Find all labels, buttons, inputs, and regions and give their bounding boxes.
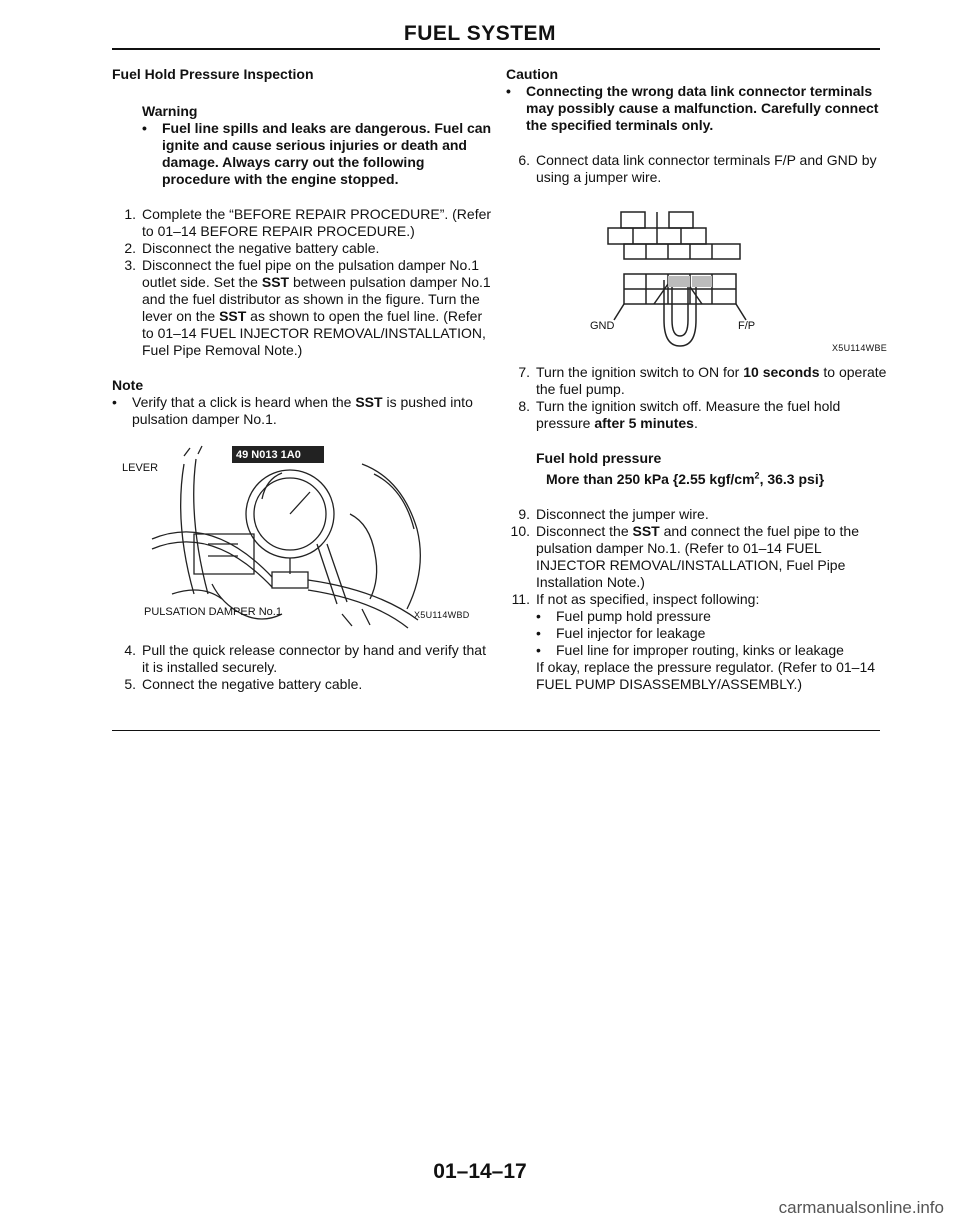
right-column — [506, 66, 890, 693]
step-11-tail: If okay, replace the pressure regulator. (Refer to 01–14 FUEL PUMP DISASSEMBLY/ASSEMBLY.) — [536, 658, 876, 692]
note-title: Note — [112, 377, 144, 393]
step-number: 2. — [124, 240, 136, 256]
step-number: 5. — [124, 676, 136, 692]
steps-list-a — [112, 206, 492, 359]
caution-block — [506, 66, 890, 134]
warning-bullet — [142, 120, 492, 188]
step-text: Turn the ignition switch off. Measure the fuel hold pressure after 5 minutes. — [536, 398, 841, 431]
list-item: • Fuel line for improper routing, kinks or leakage — [536, 641, 844, 658]
header-rule — [112, 48, 880, 50]
warning-text: Fuel line spills and leaks are dangerous. Fuel can ignite and cause serious injuries or death and damage. Always carry out the following procedure with the engine stopped. — [162, 120, 492, 187]
step-text: Pull the quick release connector by hand and verify that it is installed securely. — [142, 642, 486, 675]
spec-value: More than 250 kPa {2.55 kgf/$cm^2$, 36.3 psi} — [546, 470, 825, 487]
step-11 — [506, 591, 890, 693]
bullet-icon: • — [142, 120, 147, 136]
step-number: 8. — [518, 398, 530, 414]
step-number: 1. — [124, 206, 136, 222]
caution-text: Connecting the wrong data link connector terminals may possibly cause a malfunction. Carefully connect the specified terminals only. — [526, 83, 879, 133]
tool-number-label: 49 N013 1A0 — [236, 449, 301, 461]
spec-block — [506, 450, 890, 488]
step-number: 3. — [124, 257, 136, 273]
bullet-icon: • — [112, 394, 117, 410]
step-8 — [506, 398, 890, 432]
page-number: 01–14–17 — [433, 1160, 527, 1183]
caution-bullet — [506, 83, 890, 134]
bullet-icon: • — [506, 83, 511, 99]
step-text: If not as specified, inspect following: • Fuel pump hold pressure • Fuel injector for leakage • Fuel line for improper routing, kinks or leakage If okay, replace the pressure regulator. (Refer to 01–14 FUEL PUMP DISASSEMBLY/ASSEMBLY.) — [536, 591, 890, 693]
left-column — [112, 66, 492, 693]
step-number: 4. — [124, 642, 136, 658]
list-item: • Fuel pump hold pressure — [536, 607, 711, 624]
section-title: Fuel Hold Pressure Inspection — [112, 66, 314, 82]
steps-list-b — [112, 642, 492, 693]
step-7 — [506, 364, 890, 398]
figure-code: X5U114WBE — [832, 343, 888, 353]
step-text: Disconnect the jumper wire. — [536, 505, 709, 522]
caution-title: Caution — [506, 66, 559, 82]
fp-label: F/P — [738, 320, 756, 332]
gnd-label: GND — [590, 320, 615, 332]
step-1 — [112, 206, 492, 240]
step-number: 6. — [518, 152, 530, 168]
watermark: carmanualsonline.info — [778, 1198, 944, 1217]
connector-illustration — [506, 200, 890, 350]
step-text: Disconnect the negative battery cable. — [142, 240, 380, 256]
step-4 — [112, 642, 492, 676]
warning-title: Warning — [142, 103, 198, 119]
step-text: Disconnect the SST and connect the fuel pipe to the pulsation damper No.1. (Refer to 01–14 FUEL INJECTOR REMOVAL/INSTALLATION, Fuel Pipe Installation Note.) — [536, 522, 859, 590]
step-2 — [112, 240, 492, 257]
note-block — [112, 377, 492, 428]
spec-title: Fuel hold pressure — [536, 450, 662, 466]
steps-list-c — [506, 364, 890, 432]
warning-block — [112, 103, 492, 188]
step-9 — [506, 506, 890, 523]
note-text: Verify that a click is heard when the SST is pushed into pulsation damper No.1. — [132, 394, 473, 427]
step-10 — [506, 523, 890, 591]
list-item: • Fuel injector for leakage — [536, 624, 706, 641]
step-text: Connect data link connector terminals F/P and GND by using a jumper wire. — [536, 152, 877, 185]
step-text: Connect the negative battery cable. — [142, 676, 363, 692]
step-text: Complete the “BEFORE REPAIR PROCEDURE”. (Refer to 01–14 BEFORE REPAIR PROCEDURE.) — [142, 206, 492, 239]
step-number: 7. — [518, 364, 530, 380]
step-number: 9. — [518, 505, 530, 522]
step-5 — [112, 676, 492, 693]
step-text: Disconnect the fuel pipe on the pulsation damper No.1 outlet side. Set the SST between pulsation damper No.1 and the fuel distributor as shown in the figure. Turn the lever on the SST as shown to open the fuel line. (Refer to 01–14 FUEL INJECTOR REMOVAL/INSTALLATION, Fuel Pipe Removal Note.) — [142, 257, 491, 358]
steps-list-d — [506, 506, 890, 693]
step-3 — [112, 257, 492, 359]
step-6 — [506, 152, 890, 186]
step-number: 10. — [510, 522, 530, 539]
note-bullet — [112, 394, 492, 428]
figure-sst-gauge — [112, 444, 482, 634]
figure-data-link-connector — [506, 200, 890, 353]
step-text: Turn the ignition switch to ON for 10 seconds to operate the fuel pump. — [536, 364, 887, 397]
figure-code: X5U114WBD — [414, 610, 470, 620]
lever-label: LEVER — [122, 462, 159, 474]
page-header-title: FUEL SYSTEM — [403, 22, 557, 45]
content-bottom-rule — [112, 730, 880, 731]
step-number: 11. — [511, 590, 530, 607]
damper-label: PULSATION DAMPER No.1 — [144, 606, 282, 618]
